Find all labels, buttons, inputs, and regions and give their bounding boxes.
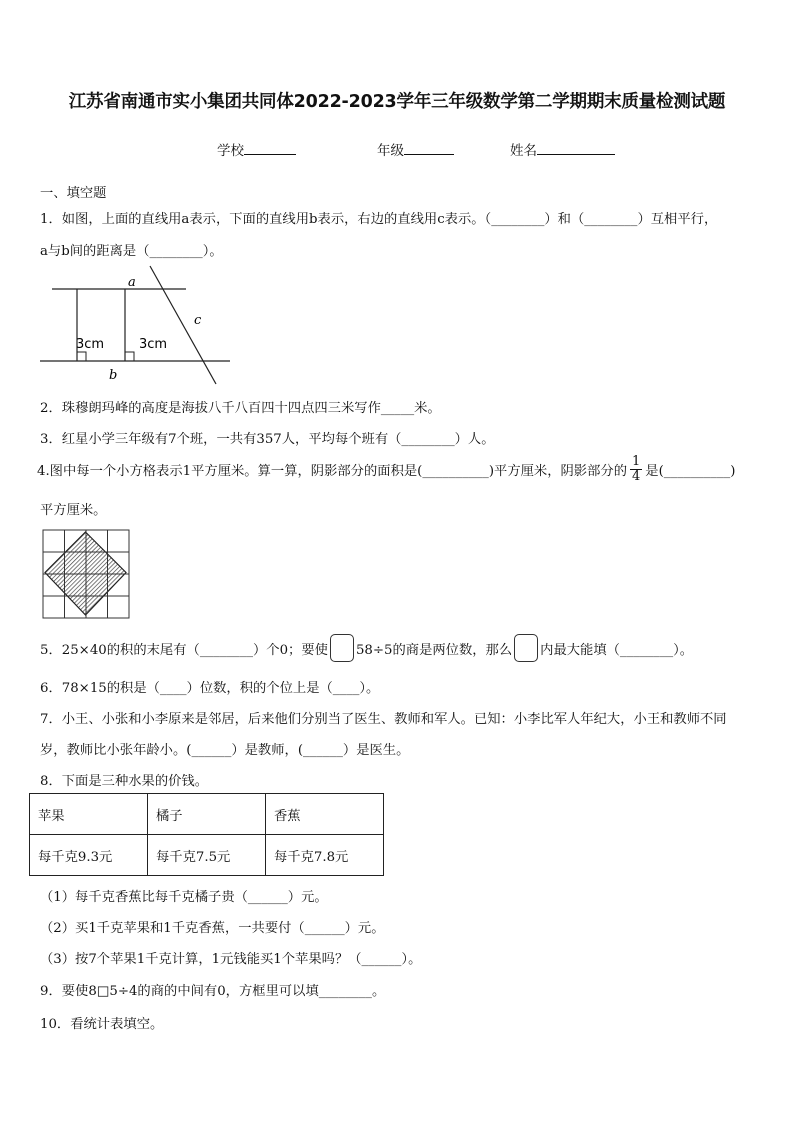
price-orange: 每千克7.5元 [148, 835, 266, 876]
q4-line1 [37, 455, 735, 484]
fraction-one-quarter [630, 455, 642, 484]
price-apple: 每千克9.3元 [30, 835, 148, 876]
name-blank[interactable] [537, 142, 615, 155]
q2-text: 2．珠穆朗玛峰的高度是海拔八千八百四十四点四三米写作_____米。 [40, 401, 441, 416]
right-angle-mark-2 [125, 352, 134, 361]
name-field[interactable] [510, 139, 615, 159]
table-price-row [30, 835, 384, 876]
line-c [150, 266, 216, 384]
school-blank[interactable] [244, 142, 296, 155]
header-apple: 苹果 [30, 794, 148, 835]
shaded-grid-figure [42, 529, 130, 619]
q7-line1: 7．小王、小张和小李原来是邻居，后来他们分别当了医生、教师和军人。已知：小李比军人年纪大，小王和教师不同 [40, 712, 727, 727]
length-label-2: 3cm [139, 337, 168, 352]
q7-line2: 岁，教师比小张年龄小。(______）是教师，(______）是医生。 [40, 743, 410, 758]
q4-part2: 是(__________) [645, 464, 736, 479]
right-angle-mark-1 [77, 352, 86, 361]
q4-part1: 4.图中每一个小方格表示1平方厘米。算一算，阴影部分的面积是(__________)平方厘米，阴影部分的 [37, 464, 627, 479]
label-c: c [194, 313, 202, 328]
school-label: 学校 [217, 143, 244, 159]
fruit-price-table [29, 793, 384, 876]
table-header-row [30, 794, 384, 835]
q10-text: 10．看统计表填空。 [40, 1017, 164, 1032]
header-banana: 香蕉 [266, 794, 384, 835]
label-a: a [128, 275, 136, 290]
q5-line [40, 634, 693, 662]
q8-sub1: （1）每千克香蕉比每千克橘子贵（______）元。 [40, 890, 328, 905]
grid-lines [43, 530, 129, 618]
section-heading: 一、填空题 [40, 186, 107, 201]
q5-part1: 5．25×40的积的末尾有（________）个0；要使 [40, 642, 328, 658]
q9-text: 9．要使8□5÷4的商的中间有0，方框里可以填________。 [40, 984, 386, 999]
fraction-denominator: 4 [632, 469, 641, 484]
q5-part3: 内最大能填（________）。 [540, 642, 694, 658]
q5-part2: 58÷5的商是两位数，那么 [355, 642, 513, 658]
q1-line1: 1．如图，上面的直线用a表示，下面的直线用b表示，右边的直线用c表示。（________）和（________）互相平行， [40, 212, 718, 227]
name-label: 姓名 [510, 143, 537, 159]
q1-line2: a与b间的距离是（________）。 [40, 244, 223, 259]
q8-sub3: （3）按7个苹果1千克计算，1元钱能买1个苹果吗？（______）。 [40, 952, 422, 967]
length-label-1: 3cm [76, 337, 105, 352]
q3-text: 3．红星小学三年级有7个班，一共有357人，平均每个班有（________）人。 [40, 432, 495, 447]
header-orange: 橘子 [148, 794, 266, 835]
answer-box-2[interactable] [514, 634, 538, 662]
grade-blank[interactable] [404, 142, 454, 155]
school-field[interactable] [217, 139, 296, 159]
q6-text: 6．78×15的积是（____）位数，积的个位上是（____）。 [40, 681, 380, 696]
label-b: b [109, 368, 118, 383]
q4-line2: 平方厘米。 [40, 503, 107, 518]
fraction-numerator: 1 [632, 454, 641, 469]
q8-intro: 8．下面是三种水果的价钱。 [40, 774, 209, 789]
answer-box-1[interactable] [330, 634, 354, 662]
q8-sub2: （2）买1千克苹果和1千克香蕉，一共要付（______）元。 [40, 921, 385, 936]
price-banana: 每千克7.8元 [266, 835, 384, 876]
grade-label: 年级 [377, 143, 404, 159]
parallel-lines-figure [40, 264, 240, 389]
grade-field[interactable] [377, 139, 454, 159]
page-title: 江苏省南通市实小集团共同体2022-2023学年三年级数学第二学期期末质量检测试题 [68, 92, 726, 112]
